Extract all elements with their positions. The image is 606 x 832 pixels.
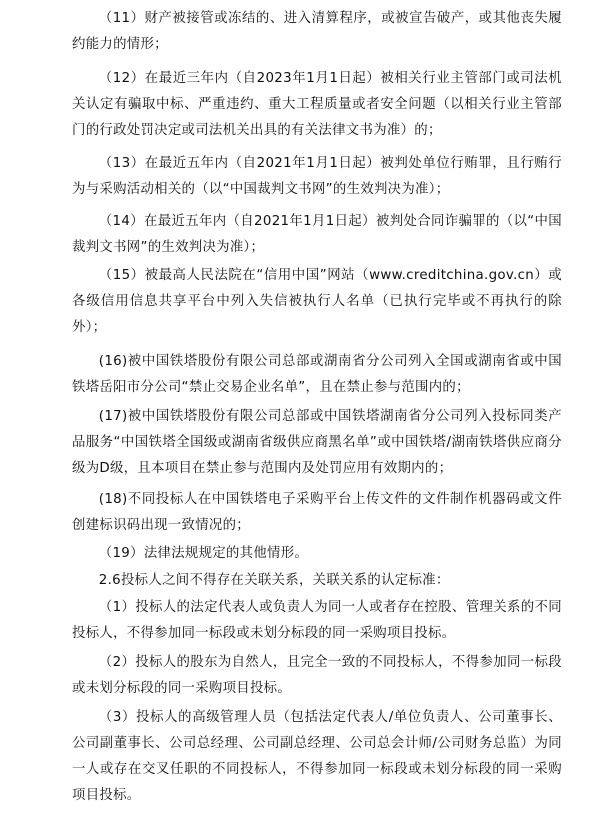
paragraph-item-19: （19）法律法规规定的其他情形。 [98,546,309,561]
paragraph-rule-3: （3）投标人的高级管理人员（包括法定代表人/单位负责人、公司董事长、公司副董事长、公司总经理、公司副总经理、公司总会计师/公司财务总监）为同一人或存在交叉任职的不同投标人，不得参加同一标段或未划分标段的同一采购项目投标。 [72,710,562,804]
paragraph-rule-1: （1）投标人的法定代表人或负责人为同一人或者存在控股、管理关系的不同投标人，不得参加同一标段或未划分标段的同一采购项目投标。 [72,600,562,642]
paragraph-item-11: （11）财产被接管或冻结的、进入清算程序，或被宣告破产，或其他丧失履约能力的情形； [72,11,562,53]
section-heading-2-6: 2.6投标人之间不得存在关联关系，关联关系的认定标准： [98,573,450,588]
paragraph-item-18: (18)不同投标人在中国铁塔电子采购平台上传文件的文件制作机器码或文件创建标识码出现一致情况的； [72,492,562,534]
paragraph-item-16: (16)被中国铁塔股份有限公司总部或湖南省分公司列入全国或湖南省或中国铁塔岳阳市分公司“禁止交易企业名单”，且在禁止参与范围内的； [72,354,562,396]
paragraph-item-15: （15）被最高人民法院在“信用中国”网站（www.creditchina.gov.cn）或各级信用信息共享平台中列入失信被执行人名单（已执行完毕或不再执行的除外）； [72,268,562,336]
paragraph-item-13: （13）在最近五年内（自2021年1月1日起）被判处单位行贿罪，且行贿行为与采购活动相关的（以“中国裁判文书网”的生效判决为准）； [72,156,562,198]
paragraph-item-12: （12）在最近三年内（自2023年1月1日起）被相关行业主管部门或司法机关认定有骗取中标、严重违约、重大工程质量或者安全问题（以相关行业主管部门的行政处罚决定或司法机关出具的有关法律文书为准）的； [72,71,562,139]
paragraph-rule-2: （2）投标人的股东为自然人，且完全一致的不同投标人，不得参加同一标段或未划分标段的同一采购项目投标。 [72,655,562,697]
paragraph-item-14: （14）在最近五年内（自2021年1月1日起）被判处合同诈骗罪的（以“中国裁判文书网”的生效判决为准）； [72,214,562,256]
paragraph-item-17: (17)被中国铁塔股份有限公司总部或中国铁塔湖南省分公司列入投标同类产品服务“中国铁塔全国级或湖南省级供应商黑名单”或中国铁塔/湖南铁塔供应商分级为D级，且本项目在禁止参与范围内及处罚应用有效期内的； [72,409,562,477]
